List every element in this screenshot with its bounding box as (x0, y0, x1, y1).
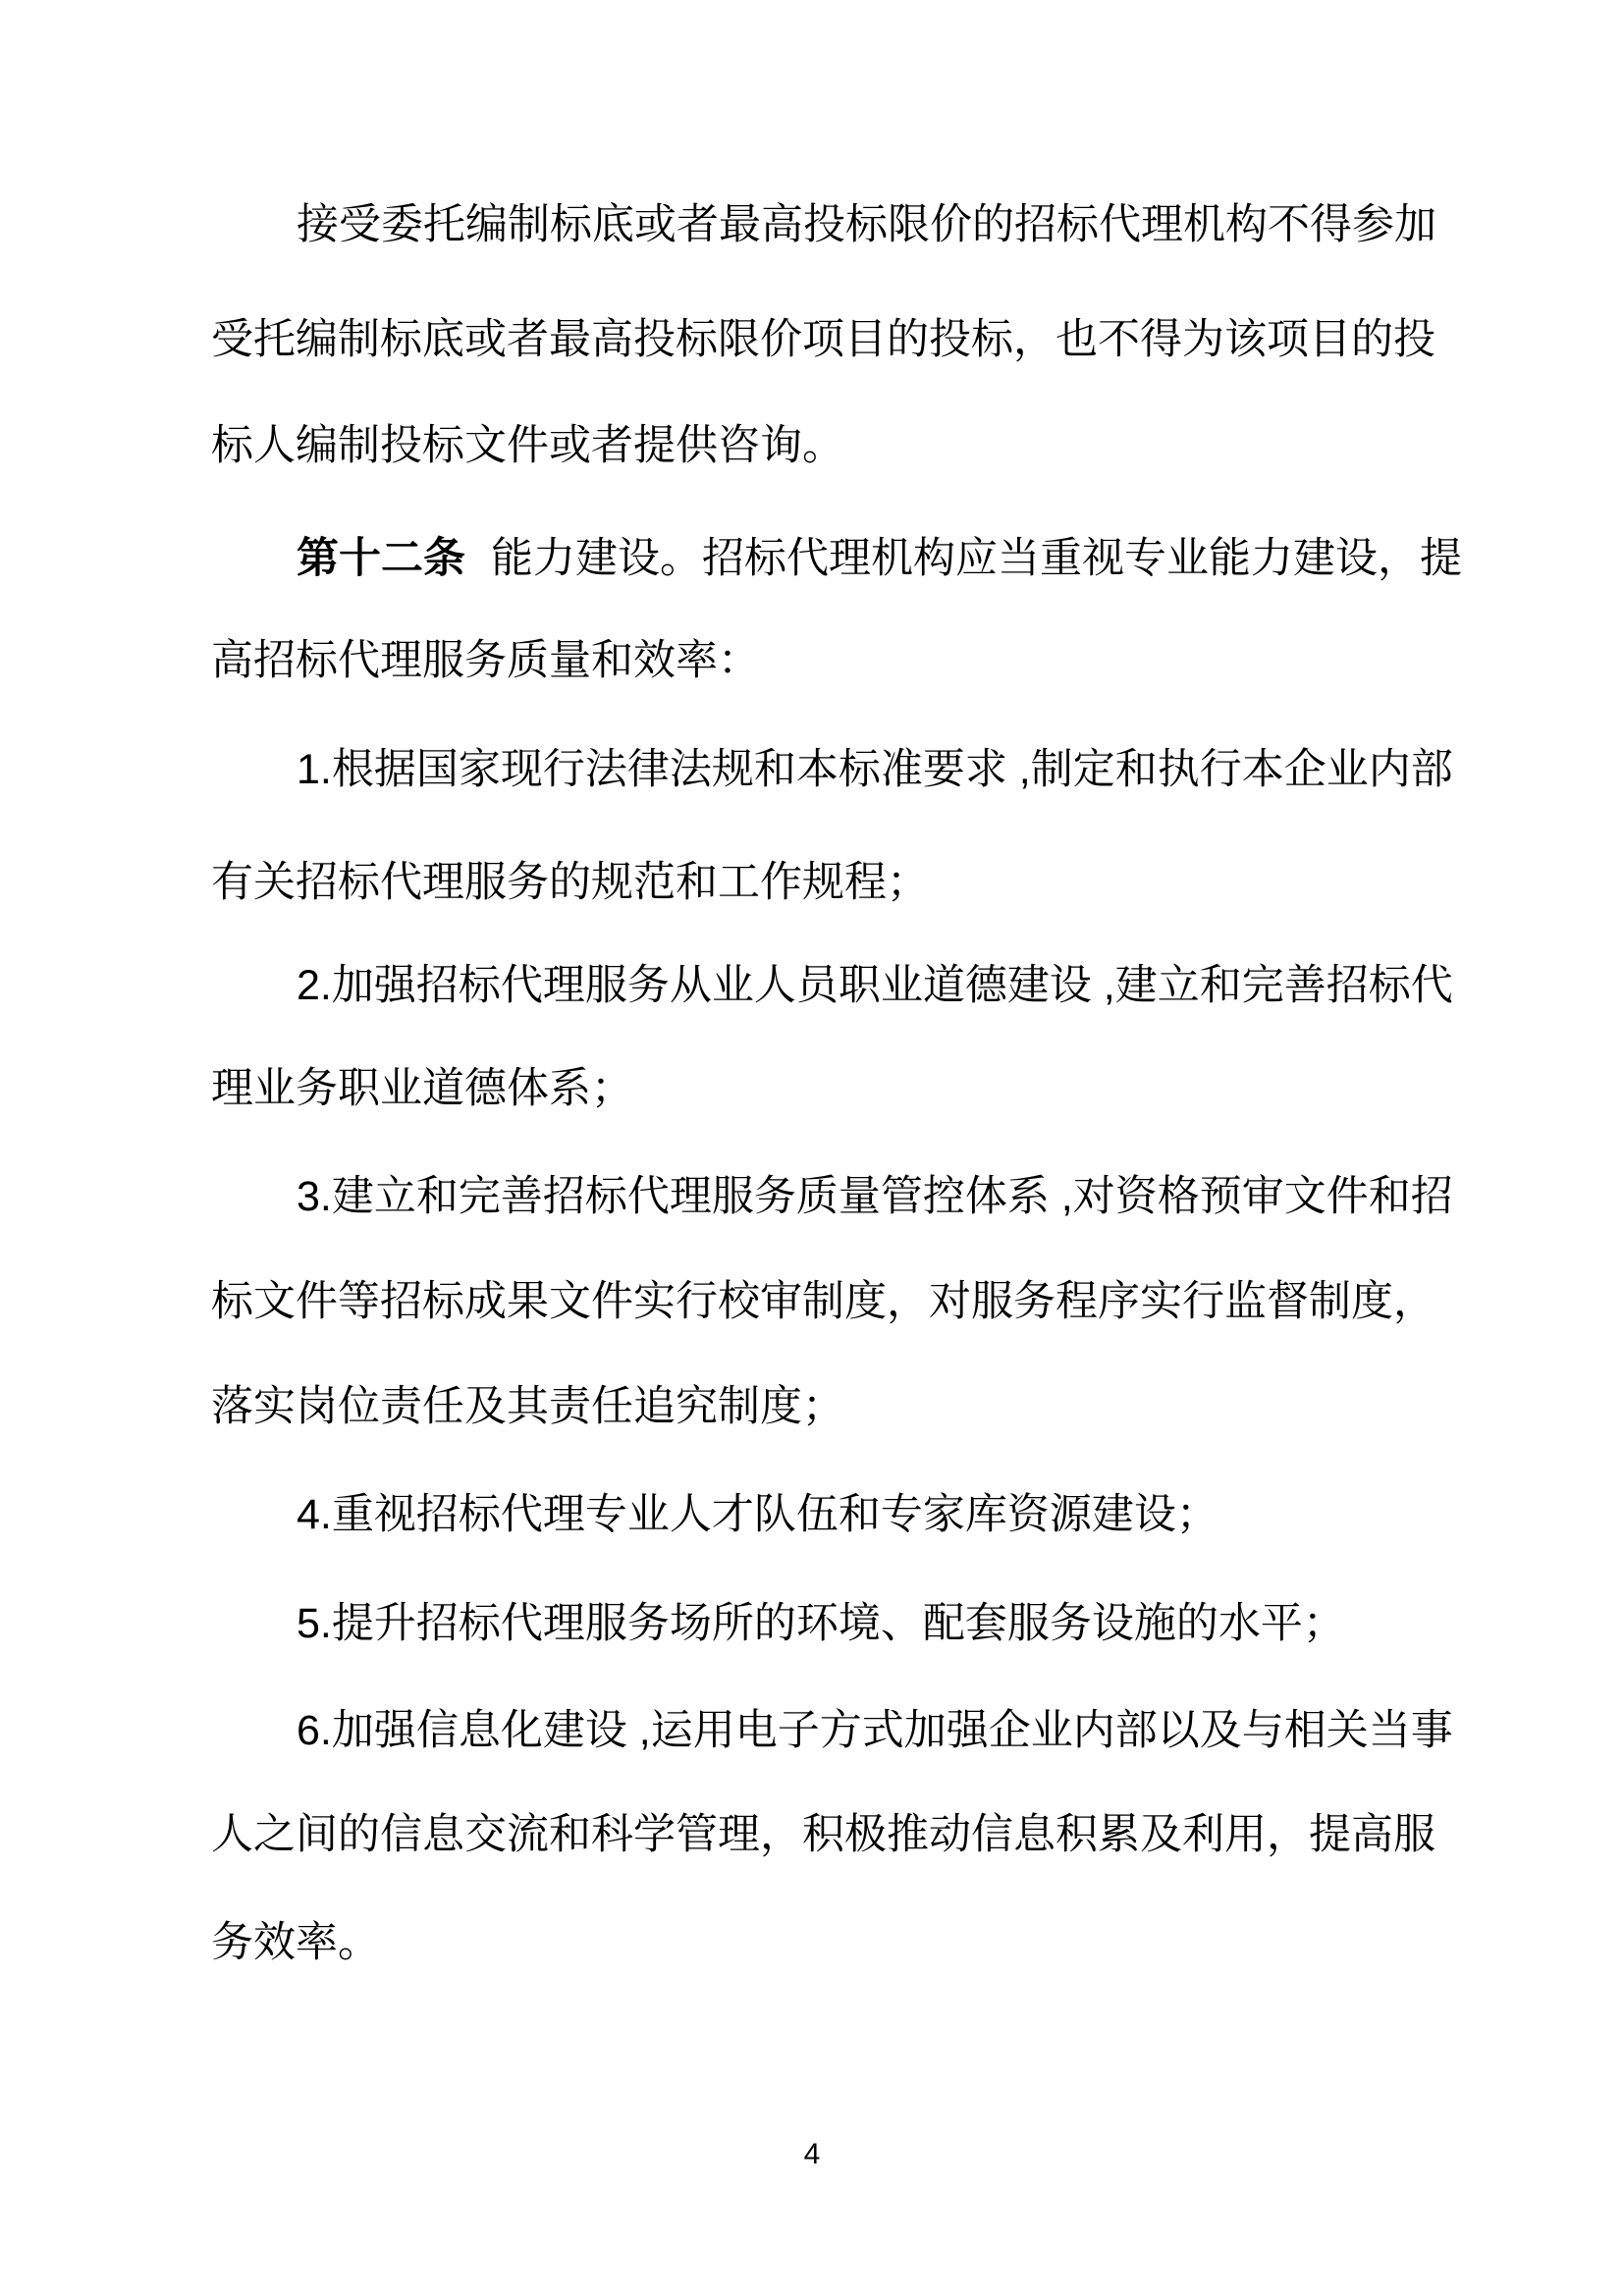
item-2-line-2: 理业务职业道德体系； (211, 1065, 633, 1112)
paragraph-1-line-2: 受托编制标底或者最高投标限价项目的投标，也不得为该项目的投 (211, 316, 1435, 363)
item-6-line-3: 务效率。 (211, 1919, 380, 1966)
item-3-line-3: 落实岗位责任及其责任追究制度； (211, 1383, 844, 1430)
item-4-line-1: 4.重视招标代理专业人才队伍和专家库资源建设； (297, 1491, 1218, 1538)
item-2-line-1: 2.加强招标代理服务从业人员职业道德建设 ,建立和完善招标代 (297, 962, 1453, 1009)
item-1-line-1: 1.根据国家现行法律法规和本标准要求 ,制定和执行本企业内部 (297, 746, 1453, 793)
paragraph-1-line-3: 标人编制投标文件或者提供咨询。 (211, 422, 844, 469)
item-6-line-2: 人之间的信息交流和科学管理，积极推动信息积累及利用，提高服 (211, 1811, 1435, 1858)
item-1-line-2: 有关招标代理服务的规范和工作规程； (211, 859, 929, 906)
paragraph-1-line-1: 接受委托编制标底或者最高投标限价的招标代理机构不得参加 (297, 201, 1436, 248)
page-number: 4 (803, 2138, 821, 2170)
article-12-line-1 (297, 535, 1462, 582)
article-12-title-text: 能力建设。招标代理机构应当重视专业能力建设，提 (491, 535, 1462, 582)
article-12-number: 第十二条 (297, 535, 465, 582)
item-3-line-2: 标文件等招标成果文件实行校审制度，对服务程序实行监督制度， (211, 1278, 1435, 1325)
item-6-line-1: 6.加强信息化建设 ,运用电子方式加强企业内部以及与相关当事 (297, 1707, 1453, 1754)
item-5-line-1: 5.提升招标代理服务场所的环境、配套服务设施的水平； (297, 1600, 1345, 1647)
article-12-line-2: 高招标代理服务质量和效率： (211, 637, 760, 684)
item-3-line-1: 3.建立和完善招标代理服务质量管控体系 ,对资格预审文件和招 (297, 1173, 1453, 1220)
